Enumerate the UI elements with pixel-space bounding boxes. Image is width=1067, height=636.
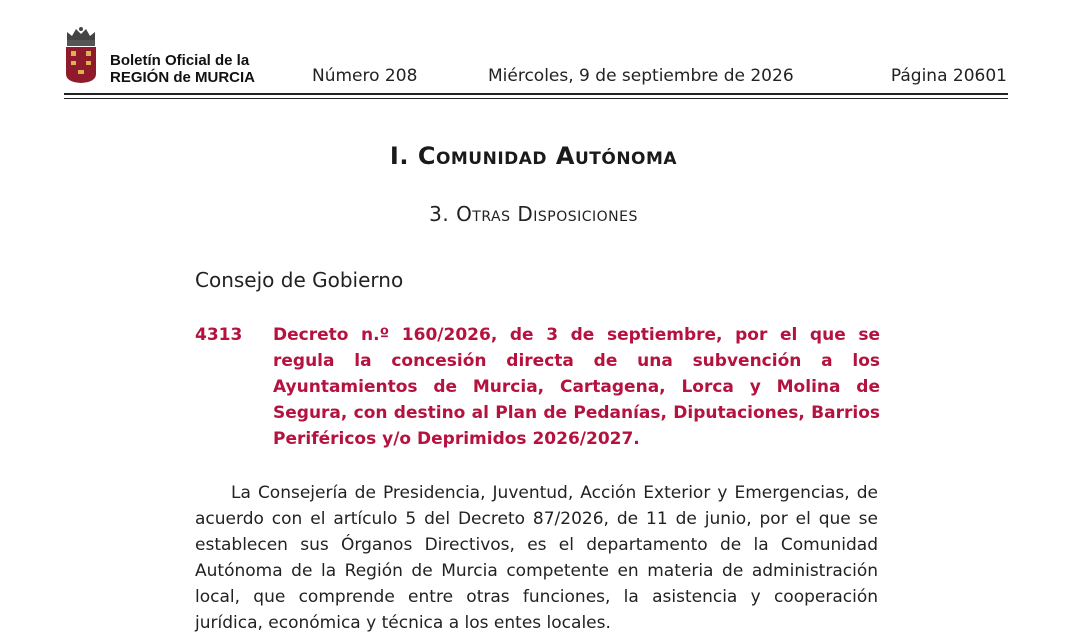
decree-title: Decreto n.º 160/2026, de 3 de septiembre, por el que se regula la concesión directa de una subvención a los Ayuntamientos de Murcia, Cartagena, Lorca y Molina de Segura, con destino al Plan de Pedanías, Diputaciones, Barrios Periféricos y/o Deprimidos 2026/2027.	[273, 325, 880, 449]
issue-number: Número 208	[312, 66, 418, 86]
header-rule-thin	[64, 98, 1008, 99]
bulletin-brand	[110, 52, 255, 86]
page-number: Página 20601	[890, 66, 1007, 86]
section-subtitle: 3. Otras Disposiciones	[429, 202, 638, 226]
brand-line-2: REGIÓN de MURCIA	[110, 69, 256, 86]
bulletin-header	[0, 0, 1067, 110]
decree-block	[195, 322, 880, 452]
section-title: I. Comunidad Autónoma	[389, 142, 678, 170]
decree-number: 4313	[195, 325, 243, 345]
body-paragraph: La Consejería de Presidencia, Juventud, Acción Exterior y Emergencias, de acuerdo con el artículo 5 del Decreto 87/2026, de 11 de junio, por el que se establecen sus Órganos Directivos, es el departamento de la Comunidad Autónoma de la Región de Murcia competente en materia de administración local, que comprende entre otras funciones, la asistencia y cooperación jurídica, económica y técnica a los entes locales.	[195, 483, 878, 633]
issue-date: Miércoles, 9 de septiembre de 2026	[488, 66, 794, 86]
issuing-organ: Consejo de Gobierno	[195, 268, 404, 292]
coat-of-arms-icon	[64, 26, 98, 84]
brand-line-1: Boletín Oficial de la	[110, 52, 250, 69]
header-rule-thick	[64, 93, 1008, 95]
